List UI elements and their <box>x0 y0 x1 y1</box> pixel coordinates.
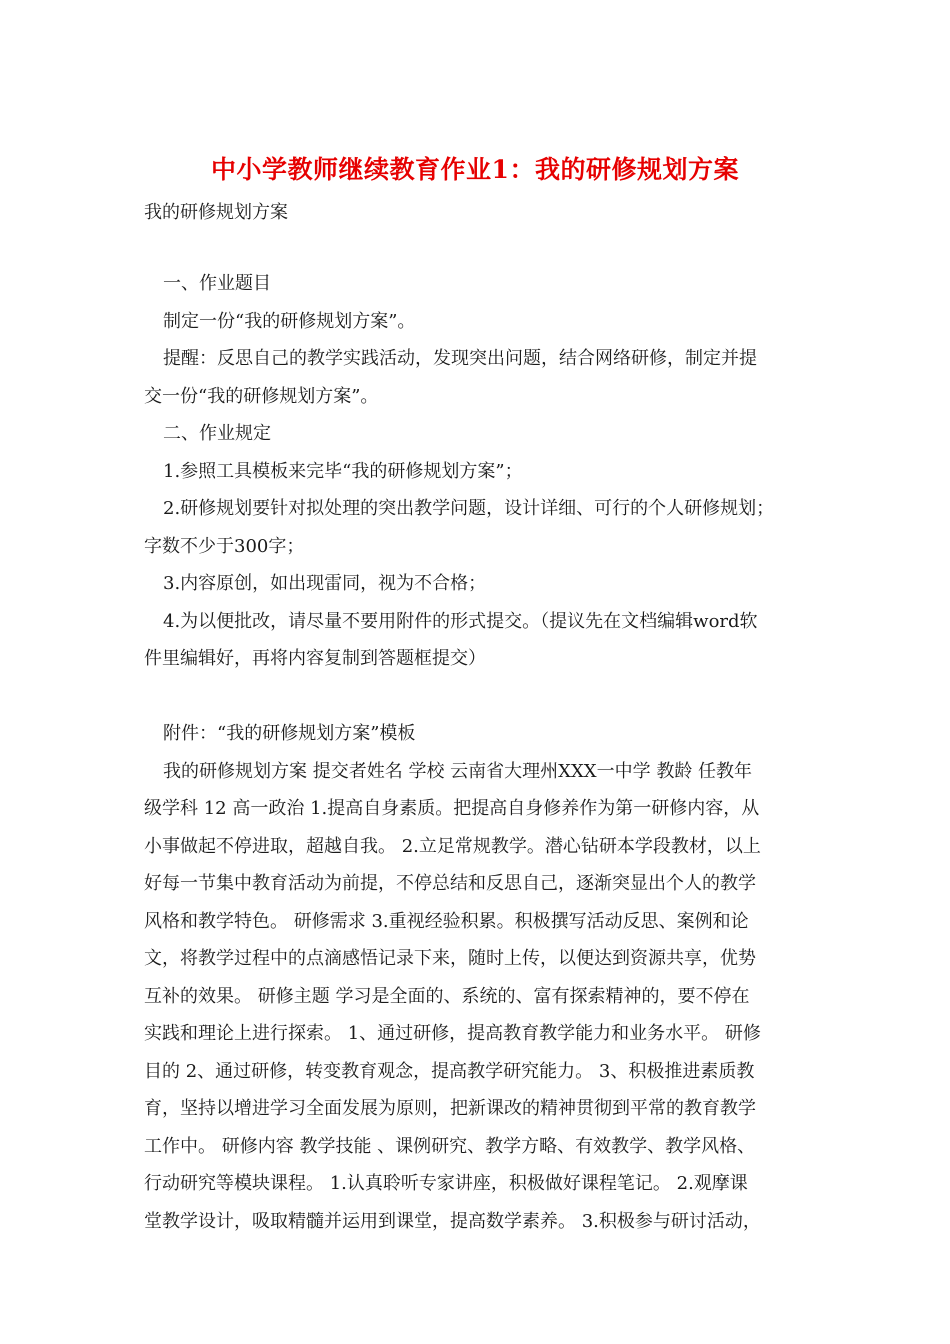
paragraph-line: 堂教学设计，吸取精髓并运用到课堂，提高数学素养。 3.积极参与研讨活动， <box>144 1210 761 1232</box>
paragraph-line: 文，将教学过程中的点滴感悟记录下来，随时上传，以便达到资源共享，优势 <box>144 948 756 969</box>
list-item: 2.研修规划要针对拟处理的突出教学问题，设计详细、可行的个人研修规划； <box>163 498 775 519</box>
heading-assignment-topic: 一、作业题目 <box>163 273 271 294</box>
paragraph-line: 育，坚持以增进学习全面发展为原则，把新课改的精神贯彻到平常的教育教学 <box>144 1098 756 1119</box>
paragraph-line: 实践和理论上进行探索。 1、通过研修，提高教育教学能力和业务水平。 研修 <box>144 1023 761 1044</box>
paragraph-line: 工作中。 研修内容 教学技能 、课例研究、教学方略、有效教学、教学风格、 <box>144 1135 756 1157</box>
paragraph-line: 提醒：反思自己的教学实践活动，发现突出问题，结合网络研修，制定并提 <box>163 348 757 369</box>
paragraph-line: 目的 2、通过研修，转变教育观念，提高教学研究能力。 3、积极推进素质教 <box>144 1060 755 1082</box>
list-item: 3.内容原创，如出现雷同，视为不合格； <box>163 573 487 594</box>
blank-line <box>144 678 809 716</box>
list-item: 1.参照工具模板来完毕“我的研修规划方案”； <box>163 460 523 482</box>
paragraph-line: 好每一节集中教育活动为前提，不停总结和反思自己，逐渐突显出个人的教学 <box>144 873 756 894</box>
document-body <box>144 265 809 1240</box>
list-item-continuation: 件里编辑好，再将内容复制到答题框提交） <box>144 648 486 669</box>
paragraph-line: 我的研修规划方案 提交者姓名 学校 云南省大理州XXX一中学 教龄 任教年 <box>163 760 753 782</box>
paragraph-line: 互补的效果。 研修主题 学习是全面的、系统的、富有探索精神的，要不停在 <box>144 985 750 1007</box>
document-title: 中小学教师继续教育作业1：我的研修规划方案 <box>211 155 739 184</box>
paragraph-line: 交一份“我的研修规划方案”。 <box>144 385 379 407</box>
document-subtitle: 我的研修规划方案 <box>144 202 288 223</box>
paragraph-line: 风格和教学特色。 研修需求 3.重视经验积累。积极撰写活动反思、案例和论 <box>144 910 749 932</box>
list-item-continuation: 字数不少于300字； <box>144 535 305 557</box>
heading-assignment-requirements: 二、作业规定 <box>163 423 271 444</box>
paragraph-line: 级学科 12 高一政治 1.提高自身素质。把提高自身修养作为第一研修内容，从 <box>144 798 760 819</box>
paragraph-line: 小事做起不停进取，超越自我。 2.立足常规教学。潜心钻研本学段教材，以上 <box>144 835 761 857</box>
paragraph-line: 行动研究等模块课程。 1.认真聆听专家讲座，积极做好课程笔记。 2.观摩课 <box>144 1173 748 1194</box>
attachment-heading: 附件：“我的研修规划方案”模板 <box>163 723 416 744</box>
list-item: 4.为以便批改，请尽量不要用附件的形式提交。（提议先在文档编辑word软 <box>163 610 758 632</box>
paragraph-line: 制定一份“我的研修规划方案”。 <box>163 310 416 332</box>
